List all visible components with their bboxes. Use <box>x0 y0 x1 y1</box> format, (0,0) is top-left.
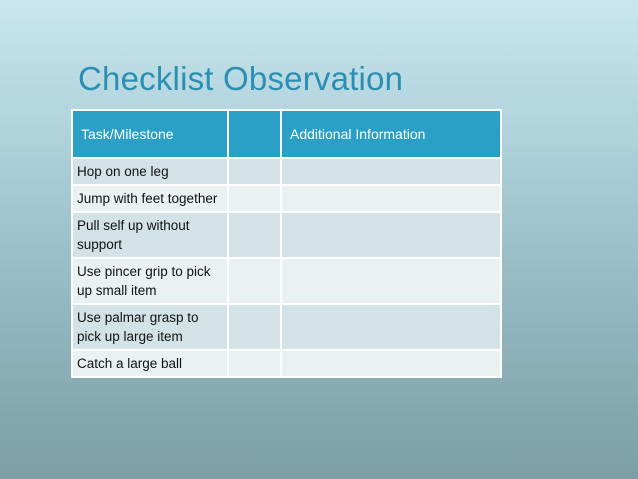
header-blank <box>228 110 281 158</box>
table-row <box>72 158 501 185</box>
task-cell: Use pincer grip to pick up small item <box>72 258 228 304</box>
table-row <box>72 350 501 377</box>
table-row <box>72 185 501 212</box>
table-header-row <box>72 110 501 158</box>
info-cell <box>281 350 501 377</box>
check-cell <box>228 258 281 304</box>
table-row <box>72 258 501 304</box>
task-cell: Jump with feet together <box>72 185 228 212</box>
task-cell: Pull self up without support <box>72 212 228 258</box>
info-cell <box>281 258 501 304</box>
check-cell <box>228 158 281 185</box>
header-task-milestone: Task/Milestone <box>72 110 228 158</box>
check-cell <box>228 304 281 350</box>
check-cell <box>228 185 281 212</box>
task-cell: Hop on one leg <box>72 158 228 185</box>
task-cell: Use palmar grasp to pick up large item <box>72 304 228 350</box>
info-cell <box>281 185 501 212</box>
check-cell <box>228 212 281 258</box>
table-row <box>72 212 501 258</box>
info-cell <box>281 158 501 185</box>
checklist-table <box>71 109 502 378</box>
info-cell <box>281 304 501 350</box>
task-cell: Catch a large ball <box>72 350 228 377</box>
header-additional-information: Additional Information <box>281 110 501 158</box>
table-row <box>72 304 501 350</box>
info-cell <box>281 212 501 258</box>
check-cell <box>228 350 281 377</box>
slide-title: Checklist Observation <box>78 60 404 97</box>
